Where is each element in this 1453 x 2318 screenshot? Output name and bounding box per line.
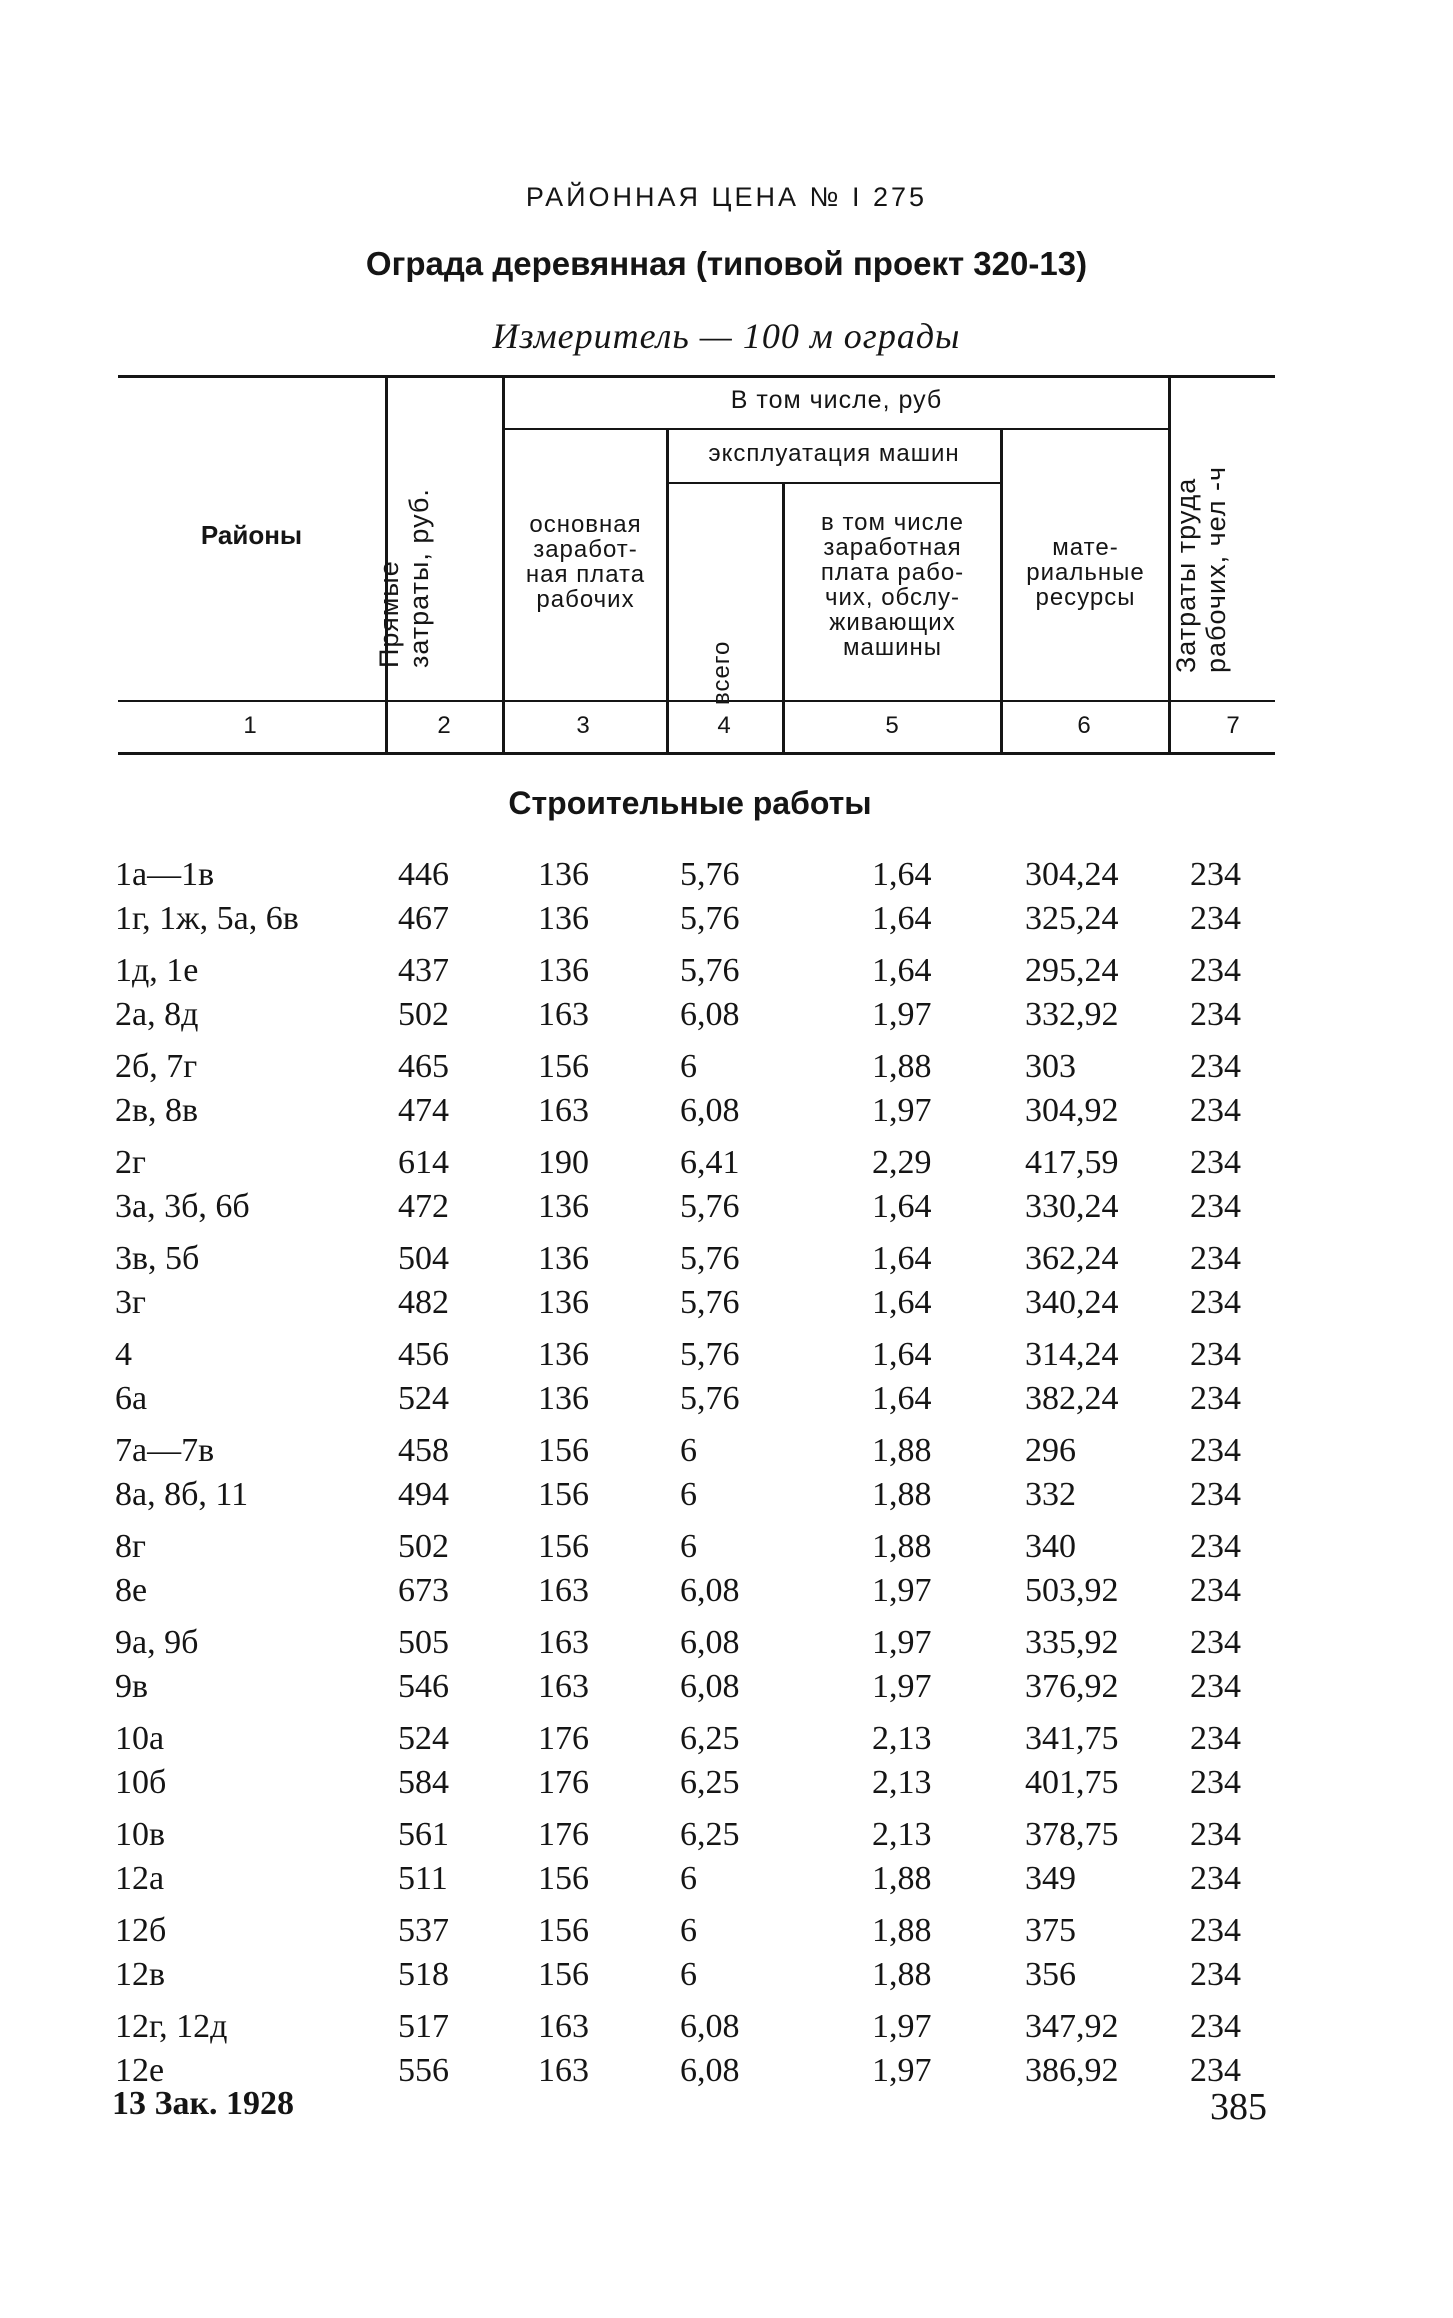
value-cell: 234 [1190, 1048, 1241, 1085]
region-cell: 8е [115, 1572, 148, 1609]
value-cell: 6,08 [680, 2052, 740, 2089]
value-cell: 2,13 [872, 1816, 932, 1853]
value-cell: 234 [1190, 1432, 1241, 1469]
value-cell: 6 [680, 1432, 697, 1469]
value-cell: 386,92 [1025, 2052, 1119, 2089]
value-cell: 537 [398, 1912, 449, 1949]
column-number: 1 [243, 712, 257, 739]
header-base-wage-line: ная плата [525, 561, 646, 588]
value-cell: 234 [1190, 1860, 1241, 1897]
value-cell: 1,97 [872, 1092, 932, 1129]
region-cell: 2б, 7г [115, 1048, 198, 1085]
value-cell: 417,59 [1025, 1144, 1119, 1181]
value-cell: 6,08 [680, 1668, 740, 1705]
value-cell: 234 [1190, 1912, 1241, 1949]
value-cell: 234 [1190, 1668, 1241, 1705]
value-cell: 295,24 [1025, 952, 1119, 989]
value-cell: 673 [398, 1572, 449, 1609]
value-cell: 136 [538, 952, 589, 989]
value-cell: 6,08 [680, 2008, 740, 2045]
value-cell: 6,08 [680, 1092, 740, 1129]
value-cell: 341,75 [1025, 1720, 1119, 1757]
value-cell: 1,97 [872, 2008, 932, 2045]
value-cell: 1,64 [872, 1188, 932, 1225]
value-cell: 561 [398, 1816, 449, 1853]
value-cell: 1,64 [872, 1240, 932, 1277]
value-cell: 356 [1025, 1956, 1076, 1993]
value-cell: 518 [398, 1956, 449, 1993]
value-cell: 1,97 [872, 1624, 932, 1661]
value-cell: 340 [1025, 1528, 1076, 1565]
vrule-3 [666, 430, 669, 752]
value-cell: 504 [398, 1240, 449, 1277]
page-number: 385 [1210, 2086, 1267, 2128]
value-cell: 1,97 [872, 1668, 932, 1705]
value-cell: 5,76 [680, 1240, 740, 1277]
value-cell: 503,92 [1025, 1572, 1119, 1609]
value-cell: 234 [1190, 1720, 1241, 1757]
region-cell: 8а, 8б, 11 [115, 1476, 249, 1513]
value-cell: 6,08 [680, 1572, 740, 1609]
value-cell: 163 [538, 1668, 589, 1705]
value-cell: 163 [538, 996, 589, 1033]
region-cell: 12в [115, 1956, 166, 1993]
value-cell: 401,75 [1025, 1764, 1119, 1801]
value-cell: 5,76 [680, 1284, 740, 1321]
value-cell: 234 [1190, 952, 1241, 989]
region-cell: 1д, 1е [115, 952, 199, 989]
header-direct-costs: Прямые затраты, руб. [374, 488, 434, 668]
region-cell: 3а, 3б, 6б [115, 1188, 250, 1225]
value-cell: 5,76 [680, 1188, 740, 1225]
value-cell: 234 [1190, 1956, 1241, 1993]
value-cell: 234 [1190, 1092, 1241, 1129]
value-cell: 1,88 [872, 1048, 932, 1085]
value-cell: 296 [1025, 1432, 1076, 1469]
value-cell: 156 [538, 1860, 589, 1897]
region-cell: 1а—1в [115, 856, 215, 893]
value-cell: 234 [1190, 1380, 1241, 1417]
value-cell: 304,24 [1025, 856, 1119, 893]
value-cell: 6 [680, 1912, 697, 1949]
header-including: В том числе, руб [730, 386, 943, 414]
value-cell: 163 [538, 2008, 589, 2045]
document-title: Ограда деревянная (типовой проект 320-13) [365, 245, 1088, 282]
value-cell: 325,24 [1025, 900, 1119, 937]
value-cell: 1,97 [872, 2052, 932, 2089]
value-cell: 6,25 [680, 1720, 740, 1757]
header-materials-line: мате- [1052, 534, 1119, 561]
header-base-wage-line: рабочих [536, 586, 635, 613]
section-title: Строительные работы [508, 785, 872, 821]
value-cell: 176 [538, 1816, 589, 1853]
header-machine-wage-line: заработная [823, 534, 962, 561]
region-cell: 10в [115, 1816, 166, 1853]
value-cell: 335,92 [1025, 1624, 1119, 1661]
value-cell: 1,64 [872, 856, 932, 893]
value-cell: 347,92 [1025, 2008, 1119, 2045]
table-top-rule [118, 375, 1275, 378]
column-number: 7 [1226, 712, 1240, 739]
value-cell: 6 [680, 1476, 697, 1513]
value-cell: 1,97 [872, 1572, 932, 1609]
value-cell: 2,29 [872, 1144, 932, 1181]
value-cell: 303 [1025, 1048, 1076, 1085]
including-rule [505, 428, 1168, 430]
value-cell: 136 [538, 1240, 589, 1277]
value-cell: 614 [398, 1144, 449, 1181]
value-cell: 1,64 [872, 1336, 932, 1373]
value-cell: 163 [538, 2052, 589, 2089]
value-cell: 584 [398, 1764, 449, 1801]
column-number: 4 [717, 712, 731, 739]
value-cell: 176 [538, 1764, 589, 1801]
region-cell: 12а [115, 1860, 165, 1897]
value-cell: 472 [398, 1188, 449, 1225]
value-cell: 376,92 [1025, 1668, 1119, 1705]
value-cell: 1,64 [872, 1380, 932, 1417]
value-cell: 156 [538, 1956, 589, 1993]
footer-order: 13 Зак. 1928 [112, 2085, 295, 2122]
value-cell: 524 [398, 1380, 449, 1417]
value-cell: 190 [538, 1144, 589, 1181]
value-cell: 234 [1190, 1240, 1241, 1277]
value-cell: 1,64 [872, 1284, 932, 1321]
value-cell: 382,24 [1025, 1380, 1119, 1417]
table-header-end-rule [118, 752, 1275, 755]
value-cell: 6,08 [680, 996, 740, 1033]
value-cell: 5,76 [680, 900, 740, 937]
header-bottom-rule [118, 700, 1275, 702]
region-cell: 12б [115, 1912, 167, 1949]
value-cell: 234 [1190, 2052, 1241, 2089]
value-cell: 234 [1190, 1528, 1241, 1565]
value-cell: 502 [398, 996, 449, 1033]
value-cell: 494 [398, 1476, 449, 1513]
header-base-wage [505, 512, 666, 612]
value-cell: 136 [538, 900, 589, 937]
value-cell: 6 [680, 1528, 697, 1565]
value-cell: 156 [538, 1528, 589, 1565]
value-cell: 136 [538, 1284, 589, 1321]
header-machine-wage-line: в том числе [821, 509, 964, 536]
value-cell: 446 [398, 856, 449, 893]
value-cell: 6 [680, 1048, 697, 1085]
value-cell: 482 [398, 1284, 449, 1321]
value-cell: 332,92 [1025, 996, 1119, 1033]
value-cell: 234 [1190, 996, 1241, 1033]
value-cell: 234 [1190, 1144, 1241, 1181]
value-cell: 1,64 [872, 952, 932, 989]
value-cell: 465 [398, 1048, 449, 1085]
header-labor: Затраты труда рабочих, чел -ч [1171, 465, 1231, 673]
value-cell: 1,88 [872, 1432, 932, 1469]
machines-rule [668, 482, 1000, 484]
value-cell: 1,97 [872, 996, 932, 1033]
value-cell: 456 [398, 1336, 449, 1373]
header-materials-line: ресурсы [1035, 584, 1136, 611]
region-cell: 10а [115, 1720, 165, 1757]
region-cell: 4 [115, 1336, 132, 1373]
region-cell: 2в, 8в [115, 1092, 199, 1129]
region-cell: 7а—7в [115, 1432, 215, 1469]
value-cell: 5,76 [680, 856, 740, 893]
header-machine-wage-line: плата рабо- [820, 559, 965, 586]
header-materials-line: риальные [1026, 559, 1145, 586]
value-cell: 474 [398, 1092, 449, 1129]
header-regions: Районы [200, 520, 303, 550]
value-cell: 375 [1025, 1912, 1076, 1949]
value-cell: 156 [538, 1912, 589, 1949]
value-cell: 234 [1190, 900, 1241, 937]
header-machine-wage-line: чих, обслу- [824, 584, 961, 611]
value-cell: 6 [680, 1860, 697, 1897]
header-materials [1003, 535, 1168, 610]
region-cell: 12е [115, 2052, 165, 2089]
value-cell: 2,13 [872, 1764, 932, 1801]
region-cell: 9а, 9б [115, 1624, 199, 1661]
value-cell: 467 [398, 900, 449, 937]
header-base-wage-line: основная [529, 511, 642, 538]
value-cell: 234 [1190, 1764, 1241, 1801]
value-cell: 517 [398, 2008, 449, 2045]
value-cell: 234 [1190, 1572, 1241, 1609]
price-label: РАЙОННАЯ ЦЕНА № I 275 [525, 182, 928, 212]
header-machine-wage [785, 510, 1000, 660]
value-cell: 1,88 [872, 1860, 932, 1897]
value-cell: 1,64 [872, 900, 932, 937]
value-cell: 511 [398, 1860, 448, 1897]
value-cell: 378,75 [1025, 1816, 1119, 1853]
column-number: 2 [437, 712, 451, 739]
value-cell: 304,92 [1025, 1092, 1119, 1129]
region-cell: 2г [115, 1144, 146, 1181]
value-cell: 156 [538, 1432, 589, 1469]
value-cell: 136 [538, 1188, 589, 1225]
value-cell: 234 [1190, 1336, 1241, 1373]
value-cell: 156 [538, 1476, 589, 1513]
value-cell: 505 [398, 1624, 449, 1661]
column-number: 6 [1077, 712, 1091, 739]
value-cell: 332 [1025, 1476, 1076, 1513]
value-cell: 5,76 [680, 1380, 740, 1417]
value-cell: 437 [398, 952, 449, 989]
header-machine-operation: эксплуатация машин [708, 440, 960, 467]
value-cell: 163 [538, 1572, 589, 1609]
region-cell: 3в, 5б [115, 1240, 200, 1277]
value-cell: 2,13 [872, 1720, 932, 1757]
value-cell: 502 [398, 1528, 449, 1565]
value-cell: 136 [538, 1380, 589, 1417]
value-cell: 163 [538, 1624, 589, 1661]
header-total: всего [708, 640, 735, 705]
value-cell: 1,88 [872, 1528, 932, 1565]
region-cell: 3г [115, 1284, 146, 1321]
value-cell: 234 [1190, 1624, 1241, 1661]
value-cell: 234 [1190, 856, 1241, 893]
header-machine-wage-line: живающих [829, 609, 956, 636]
value-cell: 1,88 [872, 1956, 932, 1993]
value-cell: 362,24 [1025, 1240, 1119, 1277]
region-cell: 10б [115, 1764, 167, 1801]
unit-measure: Измеритель — 100 м ограды [492, 316, 961, 356]
header-machine-wage-line: машины [842, 634, 942, 661]
value-cell: 6,08 [680, 1624, 740, 1661]
value-cell: 524 [398, 1720, 449, 1757]
region-cell: 12г, 12д [115, 2008, 228, 2045]
value-cell: 234 [1190, 1476, 1241, 1513]
value-cell: 1,88 [872, 1476, 932, 1513]
value-cell: 234 [1190, 2008, 1241, 2045]
value-cell: 349 [1025, 1860, 1076, 1897]
value-cell: 330,24 [1025, 1188, 1119, 1225]
value-cell: 458 [398, 1432, 449, 1469]
column-number: 3 [576, 712, 590, 739]
column-number: 5 [885, 712, 899, 739]
value-cell: 1,88 [872, 1912, 932, 1949]
value-cell: 556 [398, 2052, 449, 2089]
value-cell: 6,25 [680, 1816, 740, 1853]
region-cell: 1г, 1ж, 5а, 6в [115, 900, 299, 937]
value-cell: 136 [538, 856, 589, 893]
region-cell: 6а [115, 1380, 148, 1417]
region-cell: 8г [115, 1528, 146, 1565]
region-cell: 2а, 8д [115, 996, 199, 1033]
value-cell: 5,76 [680, 952, 740, 989]
value-cell: 546 [398, 1668, 449, 1705]
header-base-wage-line: заработ- [533, 536, 638, 563]
value-cell: 234 [1190, 1284, 1241, 1321]
region-cell: 9в [115, 1668, 149, 1705]
value-cell: 163 [538, 1092, 589, 1129]
value-cell: 156 [538, 1048, 589, 1085]
value-cell: 314,24 [1025, 1336, 1119, 1373]
value-cell: 5,76 [680, 1336, 740, 1373]
value-cell: 234 [1190, 1816, 1241, 1853]
value-cell: 6 [680, 1956, 697, 1993]
value-cell: 136 [538, 1336, 589, 1373]
value-cell: 340,24 [1025, 1284, 1119, 1321]
value-cell: 234 [1190, 1188, 1241, 1225]
value-cell: 6,41 [680, 1144, 740, 1181]
value-cell: 176 [538, 1720, 589, 1757]
value-cell: 6,25 [680, 1764, 740, 1801]
